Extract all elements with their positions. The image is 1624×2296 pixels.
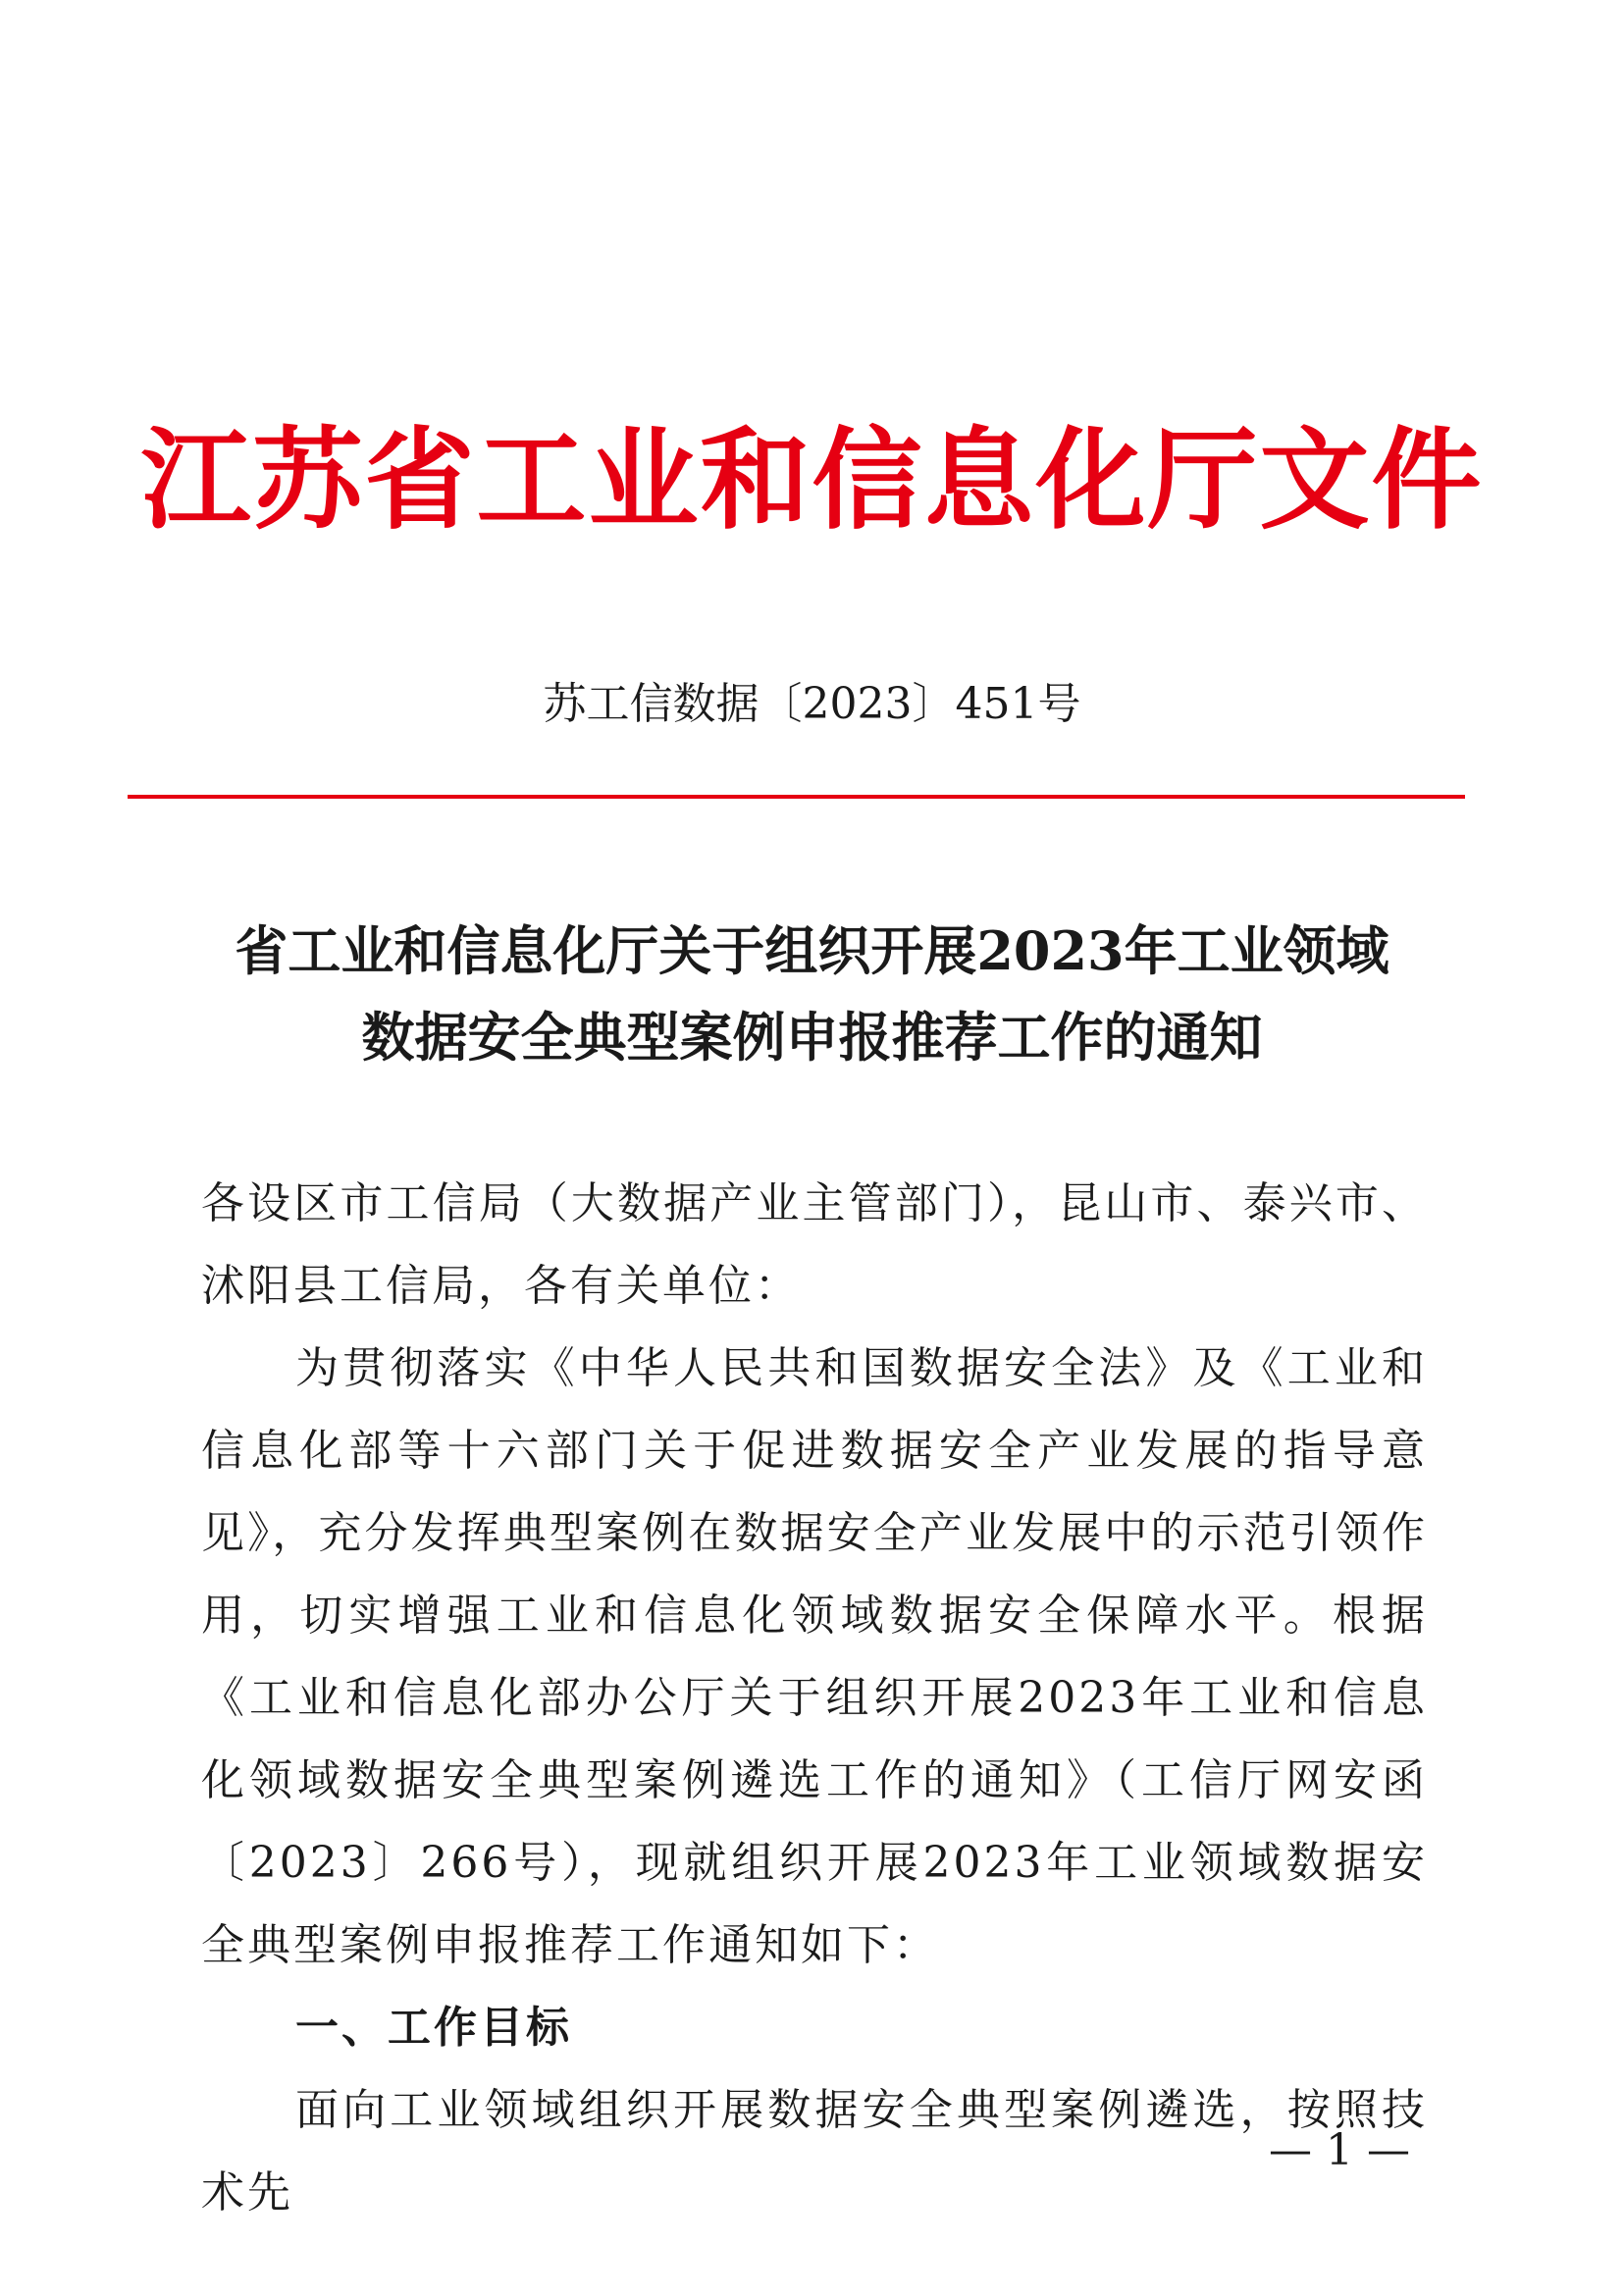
masthead-title: 江苏省工业和信息化厅文件	[140, 417, 1484, 545]
body-paragraph-2: 面向工业领域组织开展数据安全典型案例遴选，按照技术先	[201, 2085, 1428, 2218]
body-paragraph-1: 为贯彻落实《中华人民共和国数据安全法》及《工业和信息化部等十六部门关于促进数据安全产业发展的指导意见》，充分发挥典型案例在数据安全产业发展中的示范引领作用，切实增强工业和信息化领域数据安全保障水平。根据《工业和信息化部办公厅关于组织开展2023年工业和信息化领域数据安全典型案例遴选工作的通知》（工信厅网安函〔2023〕266号），现就组织开展2023年工业领域数据安全典型案例申报推荐工作通知如下：	[201, 1343, 1428, 1970]
addressee-paragraph: 各设区市工信局（大数据产业主管部门），昆山市、泰兴市、沭阳县工信局，各有关单位：	[201, 1178, 1428, 1311]
document-number: 苏工信数据〔2023〕451号	[543, 679, 1081, 729]
notice-title-line-1: 省工业和信息化厅关于组织开展2023年工业领域	[235, 919, 1389, 982]
page-number: — 1 —	[1269, 2125, 1410, 2175]
notice-title	[0, 908, 1624, 1080]
notice-title-line-2: 数据安全典型案例申报推荐工作的通知	[361, 1006, 1263, 1069]
document-body	[201, 1163, 1428, 2234]
red-divider-rule	[128, 795, 1465, 799]
section-heading-1: 一、工作目标	[295, 2003, 572, 2053]
